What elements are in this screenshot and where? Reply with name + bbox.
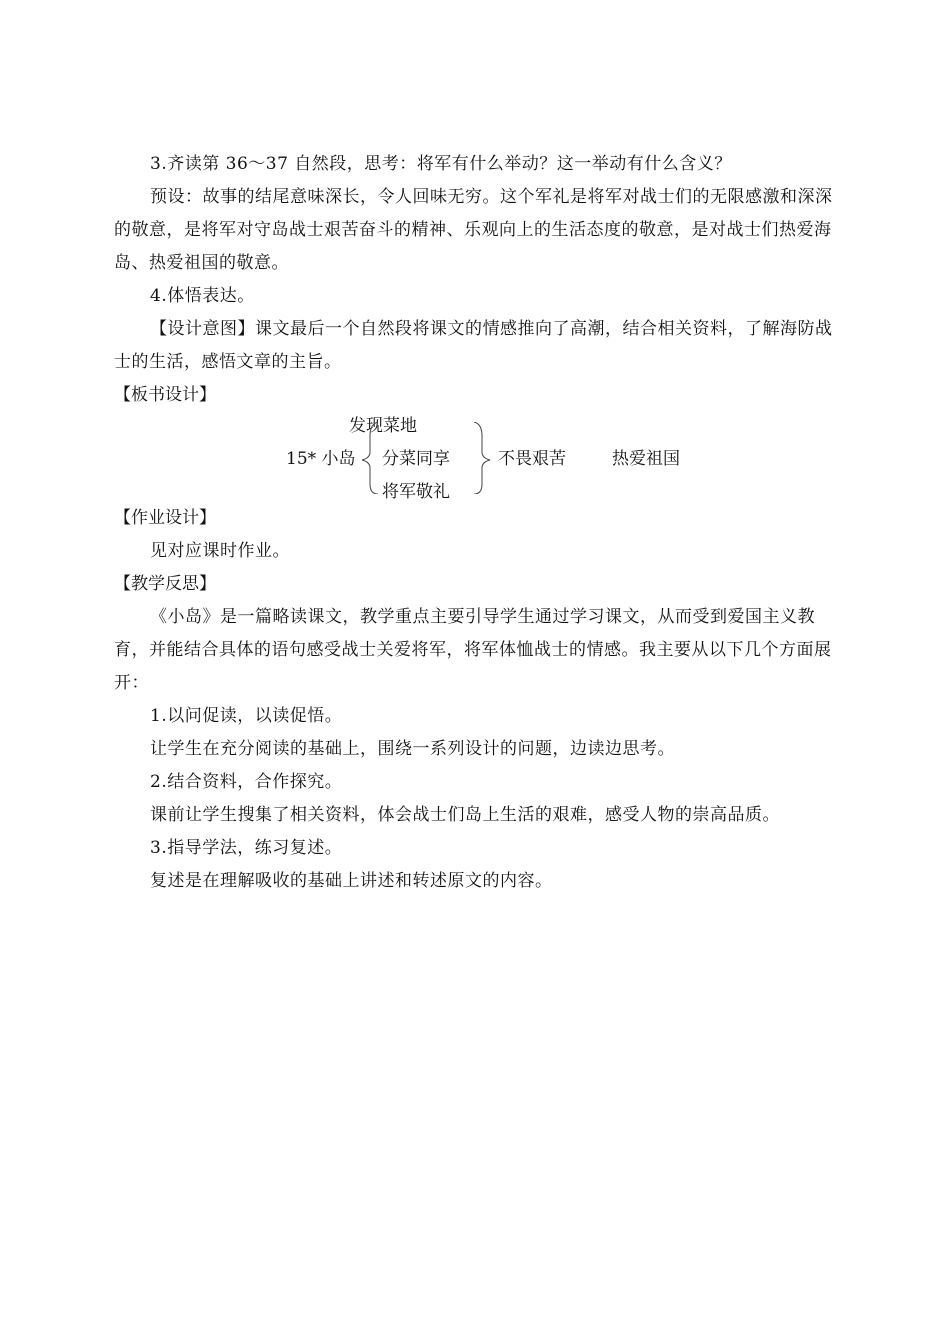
right-brace-icon	[472, 422, 494, 494]
board-design	[114, 412, 840, 502]
point-text: 课前让学生搜集了相关资料，体会战士们岛上生活的艰难，感受人物的崇高品质。	[150, 805, 780, 825]
point-text: 让学生在充分阅读的基础上，围绕一系列设计的问题，边读边思考。	[150, 739, 675, 759]
point-title: 3.指导学法，练习复述。	[150, 838, 343, 858]
board-result-2: 热爱祖国	[612, 449, 680, 469]
step-3: 3.齐读第 36～37 自然段，思考：将军有什么举动？这一举动有什么含义？	[150, 154, 732, 174]
board-result-1: 不畏艰苦	[498, 449, 566, 469]
point-title: 2.结合资料，合作探究。	[150, 772, 343, 792]
point-text: 复述是在理解吸收的基础上讲述和转述原文的内容。	[150, 871, 553, 891]
document-page	[114, 148, 840, 898]
board-heading: 【板书设计】	[114, 385, 216, 405]
step-4: 4.体悟表达。	[150, 286, 255, 306]
board-item-3: 将军敬礼	[382, 482, 450, 502]
board-item-1: 发现菜地	[349, 416, 417, 436]
design-intent: 【设计意图】课文最后一个自然段将课文的情感推向了高潮，结合相关资料，了解海防战士的生活，感悟文章的主旨。	[114, 319, 833, 372]
board-title: 15* 小岛	[286, 449, 356, 469]
reflection-intro: 《小岛》是一篇略读课文，教学重点主要引导学生通过学习课文，从而受到爱国主义教育，并能结合具体的语句感受战士关爱将军，将军体恤战士的情感。我主要从以下几个方面展开：	[114, 607, 832, 693]
homework-text: 见对应课时作业。	[150, 541, 290, 561]
board-item-2: 分菜同享	[382, 449, 450, 469]
left-brace-icon	[358, 422, 380, 494]
preset-paragraph: 预设：故事的结尾意味深长，令人回味无穷。这个军礼是将军对战士们的无限感激和深深的敬意，是将军对守岛战士艰苦奋斗的精神、乐观向上的生活态度的敬意，是对战士们热爱海岛、热爱祖国的敬意。	[114, 187, 833, 273]
homework-heading: 【作业设计】	[114, 508, 216, 528]
reflection-heading: 【教学反思】	[114, 574, 216, 594]
point-title: 1.以问促读，以读促悟。	[150, 706, 343, 726]
